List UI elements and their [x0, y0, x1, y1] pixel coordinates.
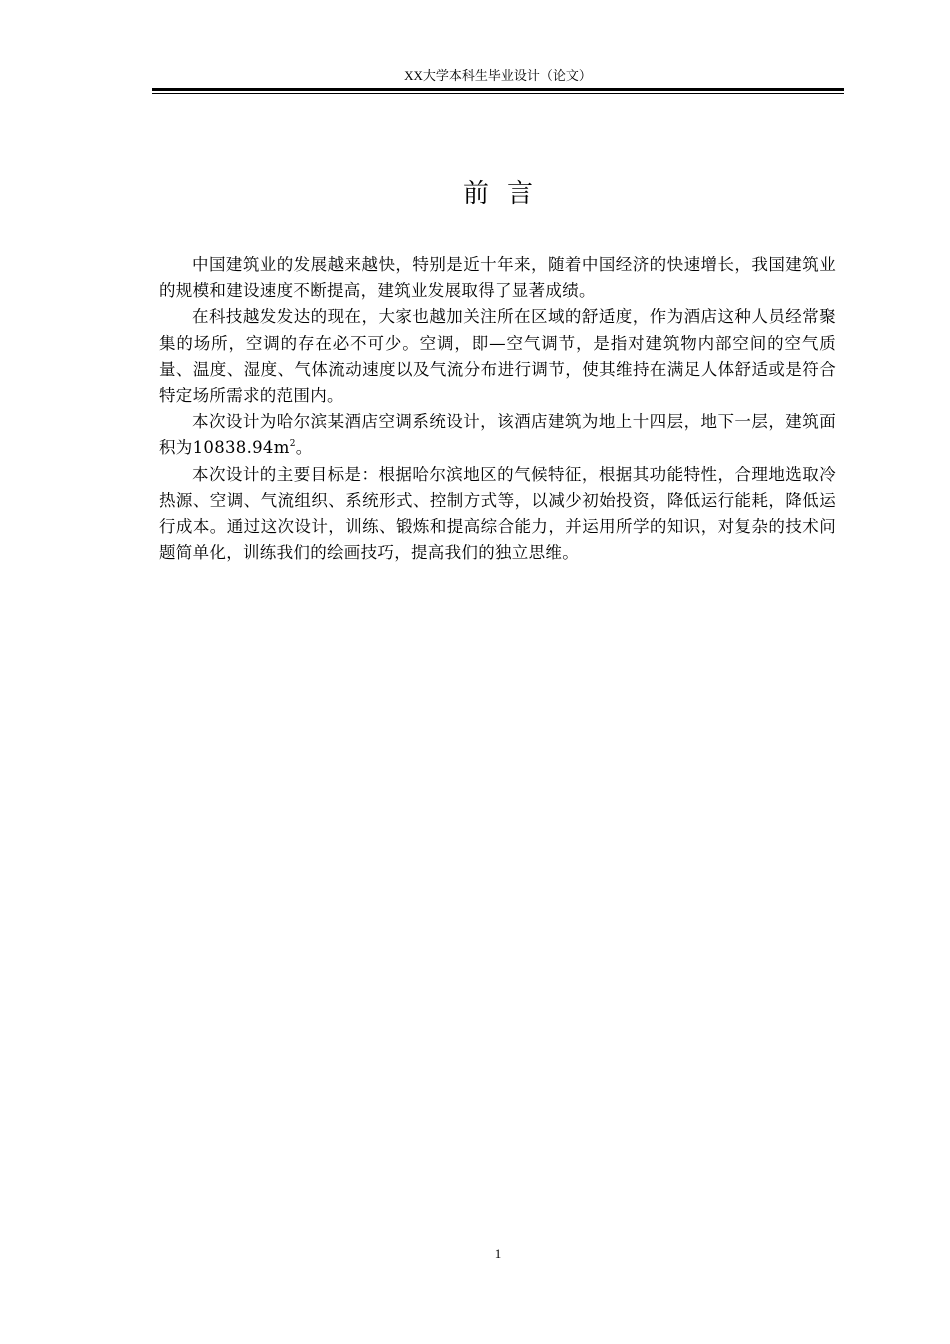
- page-number: 1: [494, 1246, 502, 1261]
- header-rule-thin: [152, 93, 844, 94]
- area-unit-superscript: 2: [289, 439, 296, 450]
- paragraph-1: 中国建筑业的发展越来越快，特别是近十年来，随着中国经济的快速增长，我国建筑业的规模和建设速度不断提高，建筑业发展取得了显著成绩。: [159, 255, 836, 301]
- paragraph-3-end: 。: [295, 438, 313, 458]
- running-header: XX大学本科生毕业设计（论文）: [404, 68, 592, 83]
- paragraph-3: [159, 409, 836, 461]
- header-rule-thick: [152, 88, 844, 91]
- paragraph-2: 在科技越发发达的现在，大家也越加关注所在区域的舒适度，作为酒店这种人员经常聚集的场所，空调的存在必不可少。空调，即—空气调节，是指对建筑物内部空间的空气质量、温度、湿度、气体流动速度以及气流分布进行调节，使其维持在满足人体舒适或是符合特定场所需求的范围内。: [159, 307, 836, 406]
- section-title: 前言: [462, 179, 551, 209]
- paragraph-3-text: 本次设计为哈尔滨某酒店空调系统设计，该酒店建筑为地上十四层，地下一层，建筑面积为10838.94m: [159, 412, 836, 458]
- body-text: [159, 252, 836, 566]
- paragraph-4: 本次设计的主要目标是：根据哈尔滨地区的气候特征，根据其功能特性，合理地选取冷热源、空调、气流组织、系统形式、控制方式等，以减少初始投资，降低运行能耗，降低运行成本。通过这次设计，训练、锻炼和提高综合能力，并运用所学的知识，对复杂的技术问题简单化，训练我们的绘画技巧，提高我们的独立思维。: [159, 464, 836, 563]
